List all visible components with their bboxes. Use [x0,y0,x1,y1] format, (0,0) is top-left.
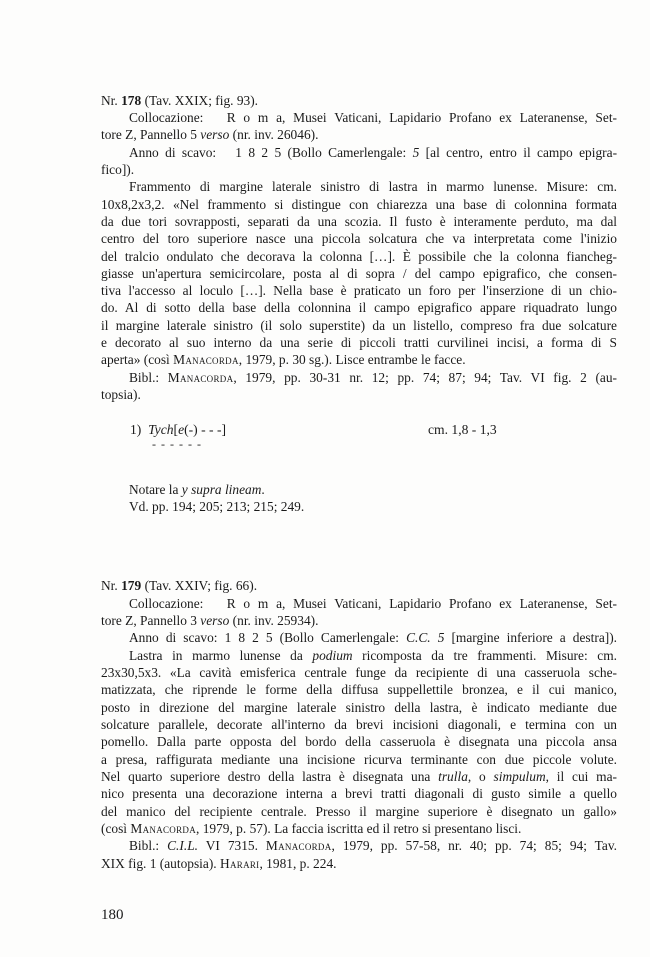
author-name: Manacorda [173,352,239,367]
author-name: Manacorda [265,838,332,853]
entry-178-collocazione-cont: tore Z, Pannello 5 verso (nr. inv. 26046). [101,127,319,142]
entry-179-bibliography-cont: XIX fig. 1 (autopsia). Harari, 1981, p. 224. [101,856,337,871]
entry-178-anno-scavo: Anno di scavo: 1 8 2 5 (Bollo Camerlengale: 5 [al centro, entro il campo epigra- [129,145,618,160]
entry-number: 179 [121,578,142,593]
entry-179-description-first: Lastra in marmo lunense da podium ricomposta da tre frammenti. Misure: cm. [129,648,617,663]
inscription-letter-size: cm. 1,8 - 1,3 [428,422,497,437]
entry-178-collocazione: Collocazione: R o m a, Musei Vaticani, Lapidario Profano ex Lateranense, Set- [129,110,617,125]
entry-178-description-line: tiva l'accesso al loculo […]. Nella base è praticato un foro per l'inserzione di un chio- [101,283,617,298]
entry-178-header: Nr. 178 (Tav. XXIX; fig. 93). [101,93,259,108]
entry-178-description-line: e decorato al suo interno da una serie di piccoli tratti curvilinei incisi, a forma di S [101,335,617,350]
entry-178-bibliography-cont: topsia). [101,387,141,402]
entry-178-description-line: do. Al di sotto della base della colonnina il campo epigrafico appare riquadrato lungo [101,300,617,315]
author-name: Manacorda [167,370,234,385]
entry-179-bibliography: Bibl.: C.I.L. VI 7315. Manacorda, 1979, pp. 57-58, nr. 40; pp. 74; 85; 94; Tav. [129,838,618,853]
entry-179-description-line: solcature parallele, decorate all'interno da brevi incisioni diagonali, e termina con un [101,717,617,732]
entry-179-collocazione: Collocazione: R o m a, Musei Vaticani, Lapidario Profano ex Lateranense, Set- [129,596,617,611]
entry-178-description-line: il margine laterale sinistro (il solo superstite) da un listello, compreso fra due solcature [101,318,617,333]
entry-178-anno-scavo-cont: fico]). [101,162,135,177]
entry-178-note: Notare la y supra lineam. [129,482,265,497]
entry-179-anno-scavo: Anno di scavo: 1 8 2 5 (Bollo Camerlengale: C.C. 5 [margine inferiore a destra]). [129,630,618,645]
entry-179-collocazione-cont: tore Z, Pannello 3 verso (nr. inv. 25934). [101,613,319,628]
entry-178-description-line: Frammento di margine laterale sinistro di lastra in marmo lunense. Misure: cm. [129,179,617,194]
entry-179-description-line: matizzata, che riprende le forme della diffusa suppellettile bronzea, e il cui manico, [101,682,617,697]
entry-178-description-line: da due tori sovrapposti, separati da una scozia. Il fusto è interamente perduto, ma dal [101,214,617,229]
entry-178-bibliography: Bibl.: Manacorda, 1979, pp. 30-31 nr. 12; pp. 74; 87; 94; Tav. VI fig. 2 (au- [129,370,618,385]
entry-178-description-line: giasse un'apertura semicircolare, posta al di sopra / del campo epigrafico, che consen- [101,266,617,281]
entry-179-description-line: posto in direzione del margine laterale sinistro della lastra, è indicato mediante due [101,700,617,715]
entry-178-description-line: 10x8,2x3,2. «Nel frammento si distingue con chiarezza una base di colonnina formata [101,197,617,212]
entry-179-description-line: del manico del recipiente centrale. Presso il margine superiore è disegnato un gallo» [101,804,617,819]
entry-number: 178 [121,93,142,108]
entry-179-header: Nr. 179 (Tav. XXIV; fig. 66). [101,578,258,593]
entry-179-description-line: pomello. Dalla parte opposta del bordo della casseruola è disegnata una piccola ansa [101,734,617,749]
entry-178-description-line: centro del toro superiore nasce una piccola solcatura che va interpretata come l'inizio [101,231,617,246]
entry-179-description-line: 23x30,5x3. «La cavità emisferica centrale funge da recipiente di una casseruola sche- [101,665,617,680]
entry-178-references: Vd. pp. 194; 205; 213; 215; 249. [129,499,305,514]
entry-179-description-line: a presa, raffigurata mediante una incisione ricurva terminante con due piccole volute. [101,752,617,767]
inscription-lacuna: - - - - - - [152,437,202,451]
author-name: Harari [220,856,260,871]
author-name: Manacorda [130,821,196,836]
entry-178-description-line: del tralcio ondulato che decorava la colonna […]. È possibile che la colonna fiancheg- [101,249,617,264]
entry-179-description-last: (così Manacorda, 1979, p. 57). La faccia iscritta ed il retro si presentano lisci. [101,821,522,836]
page-number: 180 [101,907,124,923]
entry-179-description-line: Nel quarto superiore destro della lastra è disegnata una trulla, o simpulum, il cui ma- [101,769,617,784]
entry-179-description-line: nico presenta una decorazione interna a brevi tratti diagonali di gusto simile a quello [101,786,617,801]
entry-178-description-last: aperta» (così Manacorda, 1979, p. 30 sg.). Lisce entrambe le facce. [101,352,466,367]
inscription-line: 1) Tych[e(-) - - -] [130,422,227,437]
